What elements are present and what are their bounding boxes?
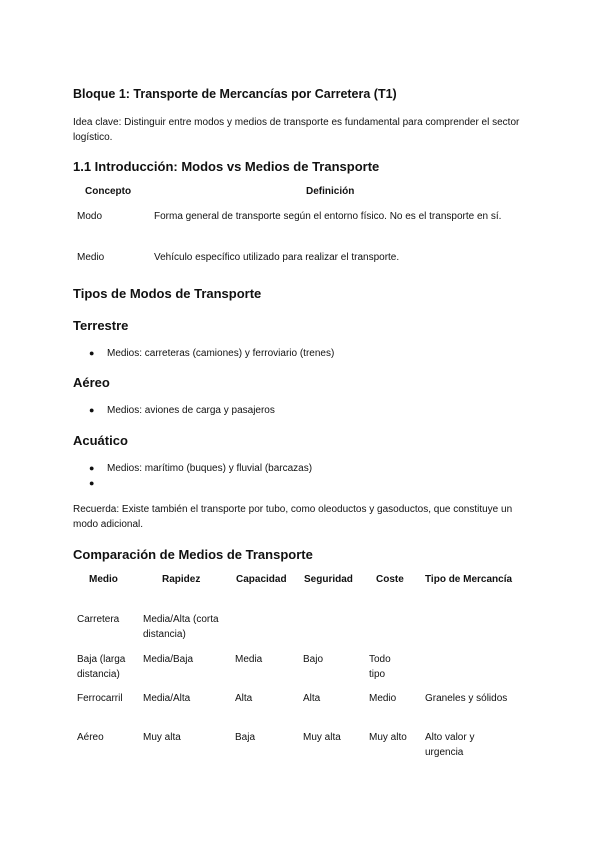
definition-header: Definición [306, 186, 355, 197]
key-idea-paragraph: Idea clave: Distinguir entre modos y medios de transporte es fundamental para comprender el sector logístico. [73, 117, 520, 143]
modes-heading: Tipos de Modos de Transporte [73, 286, 262, 301]
reminder-paragraph: Recuerda: Existe también el transporte por tubo, como oleoductos y gasoductos, que constituye un modo adicional. [73, 504, 513, 530]
list-item-text: Medios: marítimo (buques) y fluvial (barcazas) [107, 463, 313, 474]
concept-header: Concepto [85, 186, 132, 197]
bullet-icon: ● [89, 348, 95, 358]
table-cell: Media/Alta [143, 693, 191, 704]
table-cell: Alta [303, 693, 321, 704]
list-item-text: Medios: carreteras (camiones) y ferroviario (trenes) [107, 348, 335, 359]
bullet-icon: ● [89, 478, 95, 488]
table-cell: Aéreo [77, 732, 104, 743]
bullet-icon: ● [89, 405, 95, 415]
section-1-heading: 1.1 Introducción: Modos vs Medios de Transporte [73, 159, 380, 174]
table-header-cell: Coste [376, 574, 404, 585]
list-item [73, 403, 533, 418]
table-header-cell: Rapidez [162, 574, 201, 585]
table-cell: Baja [235, 732, 256, 743]
table-cell: Graneles y sólidos [425, 693, 508, 704]
comparison-heading: Comparación de Medios de Transporte [73, 547, 313, 562]
table-cell: Media [235, 654, 263, 665]
list-item-text: Medios: aviones de carga y pasajeros [107, 405, 275, 416]
table-cell: Muy alta [303, 732, 341, 743]
table-header-cell: Medio [89, 574, 118, 585]
list-item [73, 476, 533, 491]
table-cell: Baja (larga distancia) [77, 654, 126, 680]
list-item [73, 346, 533, 361]
table-cell: Media/Baja [143, 654, 194, 665]
mode-heading-acuatico: Acuático [73, 433, 128, 448]
table-cell: Muy alta [143, 732, 181, 743]
list-item [73, 461, 533, 476]
mode-list-aereo [73, 403, 533, 418]
table-header-cell: Capacidad [236, 574, 287, 585]
mode-list-terrestre [73, 346, 533, 361]
table-cell: Todo tipo [369, 654, 391, 680]
table-header-cell: Tipo de Mercancía [425, 574, 513, 585]
definition-cell: Forma general de transporte según el entorno físico. No es el transporte en sí. [154, 211, 502, 222]
table-cell: Media/Alta (corta distancia) [143, 614, 219, 640]
mode-heading-terrestre: Terrestre [73, 318, 129, 333]
document-title: Bloque 1: Transporte de Mercancías por Carretera (T1) [73, 87, 397, 101]
table-cell: Carretera [77, 614, 120, 625]
mode-heading-aereo: Aéreo [73, 375, 110, 390]
table-cell: Medio [369, 693, 397, 704]
concept-cell: Modo [77, 211, 103, 222]
mode-list-acuatico [73, 461, 533, 491]
bullet-icon: ● [89, 463, 95, 473]
concept-cell: Medio [77, 252, 105, 263]
table-cell: Ferrocarril [77, 693, 123, 704]
table-cell: Alta [235, 693, 253, 704]
table-cell: Alto valor y urgencia [425, 732, 475, 758]
table-cell: Muy alto [369, 732, 407, 743]
table-header-cell: Seguridad [304, 574, 353, 585]
definition-cell: Vehículo específico utilizado para realizar el transporte. [154, 252, 400, 263]
table-cell: Bajo [303, 654, 324, 665]
